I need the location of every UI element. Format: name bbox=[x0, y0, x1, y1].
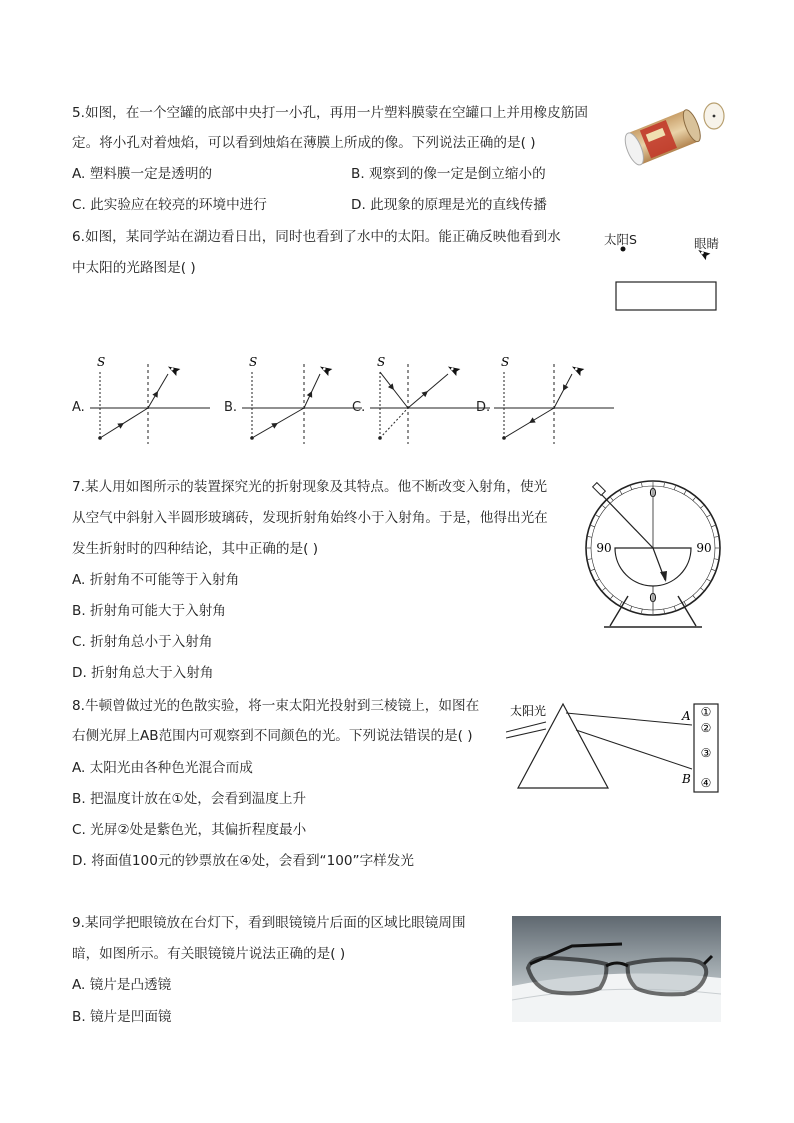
q6-choice-diagram-a bbox=[86, 356, 212, 446]
region-3: ③ bbox=[700, 746, 712, 760]
q7-stem-line2: 从空气中斜射入半圆形玻璃砖，发现折射角始终小于入射角。于是，他得出光在 bbox=[72, 510, 548, 526]
q6-choice-diagram-c bbox=[366, 356, 492, 446]
sunlight-label: 太阳光 bbox=[510, 704, 547, 718]
q7-option-a[interactable]: A. 折射角不可能等于入射角 bbox=[72, 572, 240, 588]
q9-glasses-image bbox=[512, 916, 721, 1022]
q7-stem-line3: 发生折射时的四种结论，其中正确的是( ) bbox=[72, 541, 319, 557]
q6-choice-label-a: A. bbox=[72, 400, 85, 415]
eye-icon bbox=[318, 363, 332, 376]
S-label: S bbox=[377, 356, 386, 369]
dial-left-90: 90 bbox=[596, 541, 612, 555]
q8-stem-line1: 8.牛顿曾做过光的色散实验，将一束太阳光投射到三棱镜上，如图在 bbox=[72, 698, 480, 714]
S-label: S bbox=[249, 356, 258, 369]
q7-stem-line1: 7.某人用如图所示的装置探究光的折射现象及其特点。他不断改变入射角，使光 bbox=[72, 479, 548, 495]
q7-option-c[interactable]: C. 折射角总小于入射角 bbox=[72, 634, 213, 650]
q5-pinhole-can-image bbox=[614, 98, 726, 168]
q6-choice-label-c: C. bbox=[352, 400, 366, 415]
q6-choice-label-d: D. bbox=[476, 400, 491, 415]
sun-point bbox=[621, 247, 626, 252]
q5-option-d[interactable]: D. 此现象的原理是光的直线传播 bbox=[351, 197, 547, 213]
q6-lake-diagram bbox=[600, 244, 730, 316]
q8-option-d[interactable]: D. 将面值100元的钞票放在④处，会看到“100”字样发光 bbox=[72, 853, 414, 869]
point-b: B bbox=[682, 772, 691, 786]
point-a: A bbox=[682, 709, 691, 723]
q9-stem-line2: 暗，如图所示。有关眼镜镜片说法正确的是( ) bbox=[72, 946, 346, 962]
q5-option-c[interactable]: C. 此实验应在较亮的环境中进行 bbox=[72, 197, 267, 213]
q6-sun-label: 太阳S bbox=[604, 232, 637, 247]
q5-stem-line2: 定。将小孔对着烛焰，可以看到烛焰在薄膜上所成的像。下列说法正确的是( ) bbox=[72, 135, 536, 151]
q6-stem-line2: 中太阳的光路图是( ) bbox=[72, 260, 196, 276]
lake-box bbox=[616, 282, 716, 310]
region-4: ④ bbox=[700, 776, 712, 790]
q8-option-b[interactable]: B. 把温度计放在①处，会看到温度上升 bbox=[72, 791, 307, 807]
q9-option-a[interactable]: A. 镜片是凸透镜 bbox=[72, 977, 172, 993]
q6-eye-label: 眼睛 bbox=[694, 236, 720, 251]
dial-bottom-0: 0 bbox=[649, 591, 657, 605]
q7-option-b[interactable]: B. 折射角可能大于入射角 bbox=[72, 603, 226, 619]
q6-choice-diagram-d bbox=[490, 356, 616, 446]
eye-icon bbox=[570, 363, 584, 376]
q8-stem-line2: 右侧光屏上AB范围内可观察到不同颜色的光。下列说法错误的是( ) bbox=[72, 728, 473, 744]
S-label: S bbox=[97, 356, 106, 369]
q6-stem-line1: 6.如图，某同学站在湖边看日出，同时也看到了水中的太阳。能正确反映他看到水 bbox=[72, 229, 561, 245]
q7-refraction-dial bbox=[580, 476, 726, 632]
region-1: ① bbox=[700, 705, 712, 719]
dial-right-90: 90 bbox=[696, 541, 712, 555]
eye-icon bbox=[166, 363, 180, 376]
q6-choice-label-b: B. bbox=[224, 400, 238, 415]
region-2: ② bbox=[700, 721, 712, 735]
q9-option-b[interactable]: B. 镜片是凹面镜 bbox=[72, 1009, 172, 1025]
q5-option-b[interactable]: B. 观察到的像一定是倒立缩小的 bbox=[351, 166, 546, 182]
q8-option-a[interactable]: A. 太阳光由各种色光混合而成 bbox=[72, 760, 253, 776]
eye-icon bbox=[446, 363, 460, 376]
dial-top-0: 0 bbox=[649, 486, 657, 500]
q5-stem-line1: 5.如图，在一个空罐的底部中央打一小孔，再用一片塑料膜蒙在空罐口上并用橡皮筋固 bbox=[72, 105, 588, 121]
eye-icon bbox=[696, 247, 710, 260]
q8-prism-diagram bbox=[506, 700, 724, 796]
q8-option-c[interactable]: C. 光屏②处是紫色光，其偏折程度最小 bbox=[72, 822, 307, 838]
q9-stem-line1: 9.某同学把眼镜放在台灯下，看到眼镜镜片后面的区域比眼镜周围 bbox=[72, 915, 466, 931]
S-label: S bbox=[501, 356, 510, 369]
q7-option-d[interactable]: D. 折射角总大于入射角 bbox=[72, 665, 214, 681]
q6-choice-diagram-b bbox=[238, 356, 364, 446]
q5-option-a[interactable]: A. 塑料膜一定是透明的 bbox=[72, 166, 213, 182]
